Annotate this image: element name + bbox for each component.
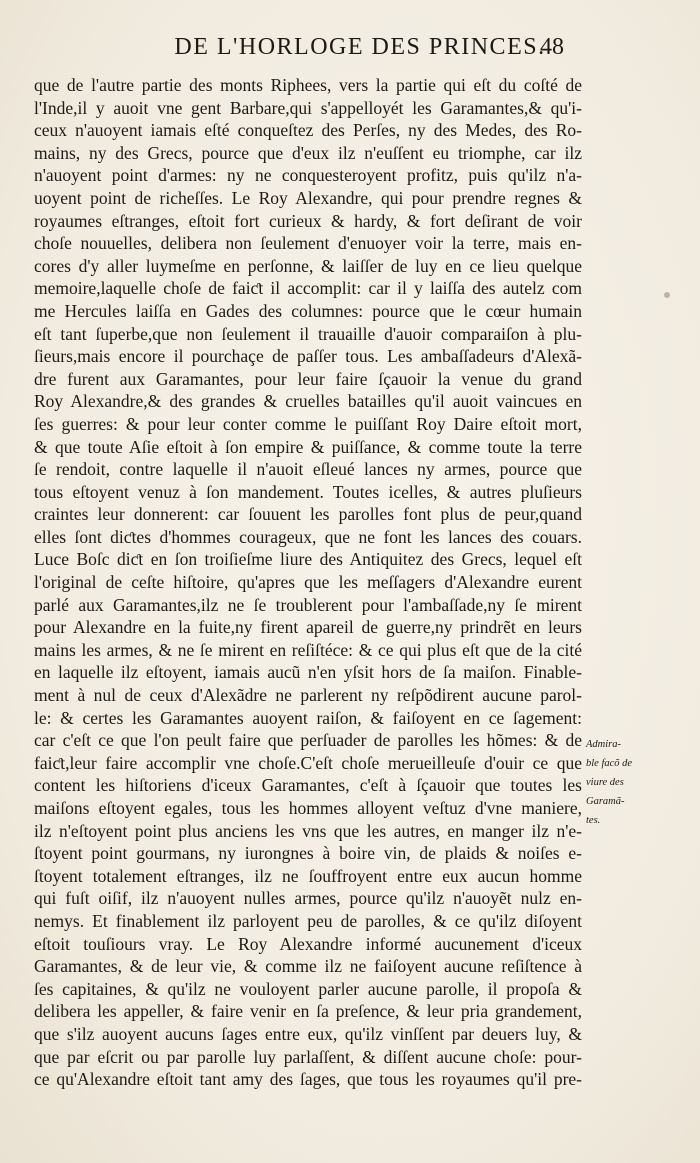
marginal-note-line: Admira- xyxy=(586,739,621,750)
text-line: elles ſont diƈtes d'hommes courageux, que ne font les lances des couars. xyxy=(34,526,582,547)
text-line: que par eſcrit ou par parolle luy parlaſſent, & diſſent aucune choſe: pour- xyxy=(34,1046,582,1067)
body-text xyxy=(34,74,582,1091)
text-line: l'Inde,il y auoit vne gent Barbare,qui s'appelloyét les Garamantes,& qu'i- xyxy=(34,97,582,118)
marginal-note-line: tes. xyxy=(586,815,601,826)
text-line: royaumes eſtranges, eſtoit fort curieux & hardy, & fort deſirant de voir xyxy=(34,210,582,231)
text-line: ſtoyent point gourmans, ny iurongnes à boire vin, de plaids & noiſes e- xyxy=(34,843,582,864)
text-line: uoyent point de richeſſes. Le Roy Alexandre, qui pour prendre regnes & xyxy=(34,187,582,208)
marginal-note-line: viure des xyxy=(586,777,624,788)
text-line: Garamantes, & de leur vie, & comme ilz ne faiſoyent aucune reſiſtence à xyxy=(34,956,582,977)
marginal-note-line: Garamã- xyxy=(586,796,625,807)
text-line: craintes leur donnerent: car ſouuent les parolles font plus de peur,quand xyxy=(34,504,582,525)
text-line: memoire,laquelle choſe de faiƈt il accomplit: car il y laiſſa des autelz com xyxy=(34,278,582,299)
text-line: en laquelle ilz eſtoyent, iamais aucũ n'en yſsit hors de ſa maiſon. Finable- xyxy=(34,662,582,683)
folio-number: 48 xyxy=(540,34,564,60)
text-line: ment à nul de ceux d'Alexãdre ne parlerent ny reſpõdirent aucune parol- xyxy=(34,685,582,706)
text-line: dre furent aux Garamantes, pour leur faire ſçauoir la venue du grand xyxy=(34,368,582,389)
text-line: content les hiſtoriens d'iceux Garamantes, c'eſt à ſçauoir que toutes les xyxy=(34,775,582,796)
text-line: mains les armes, & ne ſe mirent en reſiſtéce: & ce qui plus eſt que de la cité xyxy=(34,639,582,660)
text-line: me Hercules laiſſa en Gades des columnes: pource que le cœur humain xyxy=(34,300,582,321)
text-line: n'auoyent point d'armes: ny ne conquesteroyent profitz, puis qu'ilz n'a- xyxy=(34,165,582,186)
text-line: que s'ilz auoyent aucuns ſages entre eux, qu'ilz vinſſent par deuers luy, & xyxy=(34,1023,582,1044)
text-line: ſtoyent totalement eſtranges, ilz ne ſouffroyent entre eux aucun homme xyxy=(34,865,582,886)
marginal-note xyxy=(586,735,658,830)
text-line: tous eſtoyent venuz à ſon mandement. Toutes icelles, & autres pluſieurs xyxy=(34,481,582,502)
text-line: ilz n'eſtoyent point plus anciens les vns que les autres, en manger ilz n'e- xyxy=(34,820,582,841)
text-line: Roy Alexandre,& des grandes & cruelles batailles qu'il auoit vaincues en xyxy=(34,391,582,412)
running-title: DE L'HORLOGE DES PRINCES. xyxy=(174,34,546,60)
text-line: ſe rendoit, contre laquelle il n'auoit eſleué lances ny armes, pource que xyxy=(34,459,582,480)
text-line: eſtoit touſiours vray. Le Roy Alexandre informé aucunement d'iceux xyxy=(34,933,582,954)
text-line: mains, ny des Grecs, pource que d'eux ilz n'euſſent eu triomphe, car ilz xyxy=(34,142,582,163)
text-line: ſes capitaines, & qu'ilz ne vouloyent parler aucune parolle, il propoſa & xyxy=(34,978,582,999)
text-line: ceux n'auoyent iamais eſté conqueſtez des Perſes, ny des Medes, des Ro- xyxy=(34,120,582,141)
text-line: que de l'autre partie des monts Riphees, vers la partie qui eſt du coſté de xyxy=(34,75,582,95)
text-line: faiƈt,leur faire accomplir vne choſe.C'eſt choſe merueilleuſe d'ouir ce que xyxy=(34,752,582,773)
text-line: car c'eſt ce que l'on peult faire que perſuader de parolles les hõmes: & de xyxy=(34,730,582,751)
text-line: & que toute Aſie eſtoit à ſon empire & puiſſance, & comme toute la terre xyxy=(34,436,582,457)
text-line: cores d'y aller luymeſme en perſonne, & laiſſer de luy en ce lieu quelque xyxy=(34,255,582,276)
text-line: pour Alexandre en la fuite,ny firent apareil de guerre,ny prindrẽt en leurs xyxy=(34,617,582,638)
text-line: nemys. Et finablement ilz parloyent peu de parolles, & ce qu'ilz diſoyent xyxy=(34,910,582,931)
text-line: l'original de ceſte hiſtoire, qu'apres que les meſſagers d'Alexandre eurent xyxy=(34,572,582,593)
text-line: Luce Boſc diƈt en ſon troiſieſme liure des Antiquitez des Grecs, lequel eſt xyxy=(34,549,582,570)
text-line: ſieurs,mais encore il pourchaçe de paſſer tous. Les ambaſſadeurs d'Alexã- xyxy=(34,346,582,367)
ink-spot xyxy=(664,292,670,298)
text-line: ſes guerres: & pour leur conter comme le puiſſant Roy Daire eſtoit mort, xyxy=(34,413,582,434)
text-line: parlé aux Garamantes,ilz ne ſe troublerent pour l'ambaſſade,ny ſe mirent xyxy=(34,594,582,615)
text-line: choſe nouuelles, delibera non ſeulement d'enuoyer voir la terre, mais en- xyxy=(34,233,582,254)
marginal-note-line: ble facõ de xyxy=(586,758,633,769)
text-line: delibera les appeller, & faire venir en ſa preſence, & leur pria grandement, xyxy=(34,1001,582,1022)
text-line: le: & certes les Garamantes auoyent raiſon, & faiſoyent en ce ſagement: xyxy=(34,707,582,728)
text-line: eſt tant ſuperbe,que non ſeulement il trauaille d'auoir comparaiſon à plu- xyxy=(34,323,582,344)
text-line: qui fuſt oiſif, ilz n'auoyent nulles armes, pource qu'ilz n'auoyẽt nulz en- xyxy=(34,888,582,909)
text-line: maiſons eſtoyent egales, tous les hommes alloyent veſtuz d'vne maniere, xyxy=(34,798,582,818)
text-line: ce qu'Alexandre eſtoit tant amy des ſages, que tous les royaumes qu'il pre- xyxy=(34,1069,582,1090)
